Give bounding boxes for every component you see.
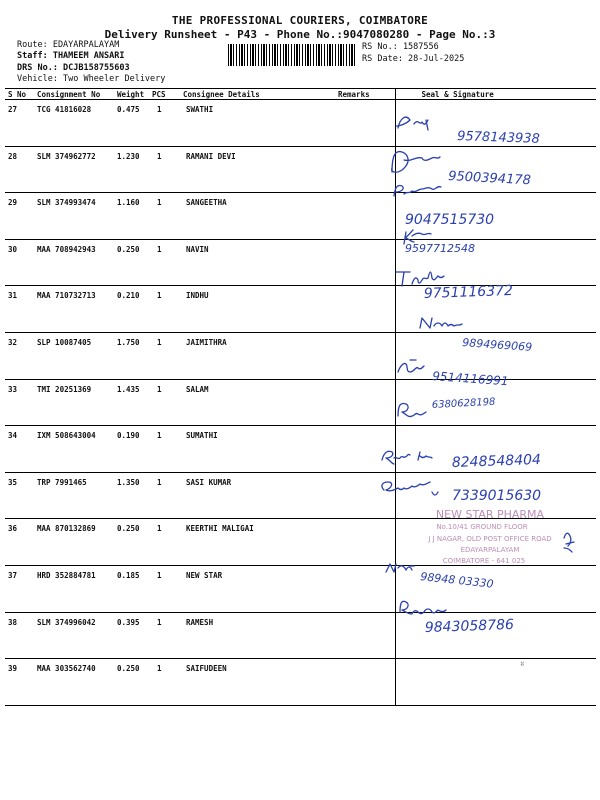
smudge-mark: ะ [520,659,525,669]
row-pcs: 1 [149,332,180,379]
phone-39: 9843058786 [424,616,515,636]
table-row [5,193,596,240]
phone-35: 8248548404 [451,451,542,471]
phone-32: 9894969069 [461,336,533,354]
phone-34: 6380628198 [431,396,496,411]
row-weight: 1.435 [114,379,149,426]
row-consignee: SUMATHI [180,426,335,473]
row-consignment-no: MAA 708942943 [34,239,114,286]
phone-28: 9500394178 [447,169,532,189]
row-weight: 0.250 [114,659,149,706]
drs-label: DRS No.: DCJB158755603 [17,63,130,73]
row-weight: 0.185 [114,565,149,612]
row-sno: 27 [5,100,34,147]
rs-number: RS No.: 1587556 [362,42,439,52]
row-pcs: 1 [149,146,180,193]
row-signature [395,472,596,519]
row-sno: 37 [5,565,34,612]
row-weight: 1.350 [114,472,149,519]
table-row [5,659,596,706]
phone-29: 9047515730 [405,212,495,228]
table-row [5,379,596,426]
row-pcs: 1 [149,100,180,147]
svg-text:No.10/41 GROUND FLOOR: No.10/41 GROUND FLOOR [436,523,528,531]
col-pcs: PCS [149,89,180,100]
row-pcs: 1 [149,472,180,519]
col-sno: S No [5,89,34,100]
vehicle-label: Vehicle: Two Wheeler Delivery [17,74,166,84]
row-consignment-no: SLP 10087405 [34,332,114,379]
table-row [5,565,596,612]
col-consignment: Consignment No [34,89,114,100]
col-remarks: Remarks [335,89,395,100]
svg-text:NEW STAR PHARMA: NEW STAR PHARMA [435,508,545,521]
phone-38: 98948 03330 [419,570,495,591]
row-consignment-no: IXM 508643004 [34,426,114,473]
row-signature [395,659,596,706]
row-consignee: RAMESH [180,612,335,659]
row-pcs: 1 [149,239,180,286]
row-consignee: SASI KUMAR [180,472,335,519]
row-consignment-no: SLM 374993474 [34,193,114,240]
row-consignee: INDHU [180,286,335,333]
row-weight: 0.190 [114,426,149,473]
row-pcs: 1 [149,519,180,566]
row-signature [395,100,596,147]
row-remarks [335,659,395,706]
row-consignment-no: SLM 374962772 [34,146,114,193]
row-remarks [335,519,395,566]
phone-27: 9578143938 [456,129,541,147]
phone-30: 9597712548 [405,242,475,255]
col-weight: Weight [114,89,149,100]
col-signature: Seal & Signature [395,89,596,100]
row-sno: 36 [5,519,34,566]
row-consignment-no: HRD 352884781 [34,565,114,612]
row-consignment-no: MAA 710732713 [34,286,114,333]
row-sno: 35 [5,472,34,519]
row-consignee: RAMANI DEVI [180,146,335,193]
row-consignment-no: MAA 870132869 [34,519,114,566]
row-remarks [335,100,395,147]
row-sno: 28 [5,146,34,193]
row-weight: 0.395 [114,612,149,659]
row-consignee: SALAM [180,379,335,426]
row-weight: 0.210 [114,286,149,333]
table-row [5,426,596,473]
phone-33: 9514116991 [431,369,509,389]
row-consignee: NAVIN [180,239,335,286]
svg-text:J J NAGAR, OLD POST OFFICE ROA: J J NAGAR, OLD POST OFFICE ROAD [428,535,552,543]
col-consignee: Consignee Details [180,89,335,100]
runsheet-table [5,88,596,706]
row-consignment-no: MAA 303562740 [34,659,114,706]
row-signature [395,612,596,659]
row-consignee: SAIFUDEEN [180,659,335,706]
row-signature [395,193,596,240]
row-sno: 38 [5,612,34,659]
row-pcs: 1 [149,193,180,240]
row-consignee: SANGEETHA [180,193,335,240]
row-weight: 1.230 [114,146,149,193]
row-signature [395,565,596,612]
row-consignee: JAIMITHRA [180,332,335,379]
table-row [5,286,596,333]
table-row [5,612,596,659]
row-signature [395,332,596,379]
row-pcs: 1 [149,565,180,612]
row-sno: 30 [5,239,34,286]
row-remarks [335,239,395,286]
row-signature [395,426,596,473]
table-row [5,519,596,566]
runsheet-title: Delivery Runsheet - P43 - Phone No.:9047080280 - Page No.:3 [104,28,496,41]
row-sno: 32 [5,332,34,379]
row-remarks [335,193,395,240]
row-weight: 0.250 [114,239,149,286]
svg-text:EDAYARPALAYAM: EDAYARPALAYAM [460,546,520,554]
table-row [5,472,596,519]
row-consignment-no: TRP 7991465 [34,472,114,519]
rs-date: RS Date: 28-Jul-2025 [362,54,465,64]
row-pcs: 1 [149,426,180,473]
phone-36: 7339015630 [452,488,542,504]
row-consignee: SWATHI [180,100,335,147]
svg-text:COIMBATORE - 641 025: COIMBATORE - 641 025 [442,557,526,565]
table-row [5,146,596,193]
row-weight: 0.475 [114,100,149,147]
row-signature [395,519,596,566]
row-consignee: NEW STAR [180,565,335,612]
row-weight: 0.250 [114,519,149,566]
row-remarks [335,426,395,473]
row-remarks [335,472,395,519]
table-row [5,239,596,286]
barcode [228,44,356,66]
row-signature [395,379,596,426]
staff-label: Staff: THAMEEM ANSARI [17,51,125,61]
row-pcs: 1 [149,659,180,706]
route-label: Route: EDAYARPALAYAM [17,40,120,50]
table-row [5,100,596,147]
row-signature [395,146,596,193]
row-consignment-no: SLM 374996042 [34,612,114,659]
row-pcs: 1 [149,612,180,659]
row-remarks [335,565,395,612]
row-remarks [335,332,395,379]
row-consignment-no: TCG 41816028 [34,100,114,147]
row-remarks [335,612,395,659]
table-header-row [5,89,596,100]
row-pcs: 1 [149,286,180,333]
row-sno: 31 [5,286,34,333]
row-sno: 29 [5,193,34,240]
row-signature [395,239,596,286]
phone-31: 9751116372 [423,282,514,302]
row-sno: 39 [5,659,34,706]
row-remarks [335,286,395,333]
company-title: THE PROFESSIONAL COURIERS, COIMBATORE [171,14,429,27]
row-remarks [335,146,395,193]
row-sno: 34 [5,426,34,473]
row-weight: 1.160 [114,193,149,240]
row-consignee: KEERTHI MALIGAI [180,519,335,566]
row-weight: 1.750 [114,332,149,379]
row-remarks [335,379,395,426]
row-consignment-no: TMI 20251369 [34,379,114,426]
row-sno: 33 [5,379,34,426]
table-row [5,332,596,379]
row-pcs: 1 [149,379,180,426]
row-signature [395,286,596,333]
